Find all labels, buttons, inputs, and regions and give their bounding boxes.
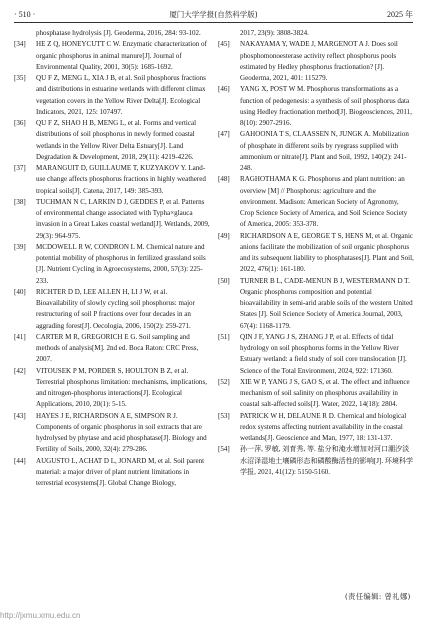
reference-text: QIN J F, YANG J S, ZHANG J P, et al. Effects of tidal hydrology on soil phosphorus forms in the Yellow River Estuary wetland: a field study of soil core translocation [J]. Science of the Total Environment, 2024, 922: 171360. xyxy=(240,332,407,375)
reference-number: [36] xyxy=(14,119,26,127)
page-number: · 510 · xyxy=(14,10,36,19)
reference-number: [54] xyxy=(218,445,230,454)
reference-number: [49] xyxy=(218,231,230,240)
editor-note: (责任编辑: 曾礼娜) xyxy=(344,592,411,601)
reference-entry xyxy=(14,28,210,39)
reference-entry xyxy=(218,276,414,332)
reference-number: [48] xyxy=(218,175,230,184)
reference-number: [44] xyxy=(14,456,26,465)
reference-number: [41] xyxy=(14,332,26,341)
reference-text: 2017, 23(9): 3808-3824. xyxy=(240,29,309,37)
reference-entry xyxy=(14,163,210,197)
reference-text: RICHTER D D, LEE ALLEN H, LI J W, et al. Bioavailability of slowly cycling soil phosphorus: major restructuring of soil P fractions over four decades in an aggrading forest[J]. Oecologia, 2006, 150(2): 259-271. xyxy=(36,287,195,330)
reference-number: [46] xyxy=(218,85,230,94)
reference-text: phosphatase hydrolysis [J]. Geoderma, 2016, 284: 93-102. xyxy=(36,29,201,37)
header-rule xyxy=(14,22,413,23)
reference-number: [40] xyxy=(14,287,26,296)
reference-entry xyxy=(218,444,414,478)
reference-entry xyxy=(218,84,414,129)
reference-text: AUGUSTO L, ACHAT D L, JONARD M, et al. Soil parent material: a major driver of plant nutrient limitations in terrestrial ecosystems[J]. Global Change Biology, xyxy=(36,456,205,487)
reference-text: HE Z Q, HONEYCUTT C W. Enzymatic characterization of organic phosphorus in animal manure[J]. Journal of Environmental Quality, 2001, 30(5): 1685-1692. xyxy=(36,40,207,71)
reference-entry xyxy=(14,197,210,242)
reference-entry xyxy=(218,377,414,411)
reference-number: [51] xyxy=(218,332,230,341)
reference-entry xyxy=(14,39,210,73)
reference-column-right xyxy=(218,28,414,478)
reference-number: [43] xyxy=(14,411,26,420)
reference-number: [39] xyxy=(14,242,26,251)
publication-year: 2025 年 xyxy=(387,10,413,19)
reference-text: 孙一萍, 罗敏, 刘育秀, 等. 盐分和淹水增加对河口潮汐淡水沼泽湿地土壤磷形态和磷酸酶活性的影响[J]. 环境科学学报, 2021, 41(12): 5150-5160. xyxy=(240,445,414,476)
reference-entry xyxy=(218,231,414,276)
reference-entry xyxy=(14,366,210,411)
reference-text: CARTER M R, GREGORICH E G. Soil sampling and methods of analysis[M]. 2nd ed. Boca Raton: CRC Press, 2007. xyxy=(36,332,199,364)
reference-entry xyxy=(14,411,210,456)
reference-entry xyxy=(218,39,414,84)
journal-title: 厦门大学学报(自然科学版) xyxy=(169,10,258,19)
reference-text: TUCHMAN N C, LARKIN D J, GEDDES P, et al. Patterns of environmental change associated with Typha×glauca invasion in a Great Lakes coastal wetland[J]. Wetlands, 2009, 29(3): 964-975. xyxy=(36,197,210,240)
reference-text: HAYES J E, RICHARDSON A E, SIMPSON R J. Components of organic phosphorus in soil extracts that are hydrolysed by phytase and acid phosphatase[J]. Biology and Fertility of Soils, 2000, 32(4): 279-286. xyxy=(36,411,207,454)
reference-number: [52] xyxy=(218,377,230,386)
reference-text: XIE W P, YANG J S, GAO S, et al. The effect and influence mechanism of soil salinity on phosphorus availability in coastal salt-affected soils[J]. Water, 2022, 14(18): 2804. xyxy=(240,377,410,409)
page-header xyxy=(14,9,413,21)
reference-entry xyxy=(14,287,210,332)
reference-text: QU F Z, MENG L, XIA J B, et al. Soil phosphorus fractions and distributions in estuarine wetlands with different climax vegetation covers in the Yellow River Delta[J]. Ecological Indicators, 2021, 125: 107497. xyxy=(36,74,206,116)
reference-text: TURNER B L, CADE-MENUN B J, WESTERMANN D T. Organic phosphorus composition and potential bioavailability in semi-arid arable soils of the western United States [J]. Soil Science Society of America Journal, 2003, 67(4): 1168-1179. xyxy=(240,276,413,330)
reference-entry xyxy=(218,28,414,39)
reference-text: PATRICK W H, DELAUNE R D. Chemical and biological redox systems affecting nutrient availability in the coastal wetlands[J]. Geoscience and Man, 1977, 18: 131-137. xyxy=(240,411,407,442)
reference-text: VITOUSEK P M, PORDER S, HOULTON B Z, et al. Terrestrial phosphorus limitation: mechanisms, implications, and nitrogen-phosphorus interactions[J]. Ecological Applications, 2010, 20(1): 5-15. xyxy=(36,366,207,409)
reference-number: [45] xyxy=(218,40,230,49)
reference-number: [47] xyxy=(218,130,230,139)
reference-text: MCDOWELL R W, CONDRON L M. Chemical nature and potential mobility of phosphorus in fertilized grassland soils [J]. Nutrient Cycling in Agroecosystems, 2000, 57(3): 225-233. xyxy=(36,242,206,285)
reference-text: RICHARDSON A E, GEORGE T S, HENS M, et al. Organic anions facilitate the mobilization of soil organic phosphorus and its subsequent liability to phosphatases[J]. Plant and Soil, 2022, 476(1): 161-180. xyxy=(240,231,414,274)
reference-entry xyxy=(218,411,414,445)
reference-column-left xyxy=(14,28,210,489)
reference-number: [37] xyxy=(14,164,26,172)
website-watermark: http://jxmu.xmu.edu.cn xyxy=(0,611,81,620)
reference-entry xyxy=(218,332,414,377)
reference-number: [50] xyxy=(218,276,230,285)
reference-text: GAHOONIA T S, CLAASSEN N, JUNGK A. Mobilization of phosphate in different soils by ryegrass supplied with ammonium or nitrate[J]. Plant and Soil, 1992, 140(2): 241-248. xyxy=(240,130,409,172)
reference-number: [35] xyxy=(14,74,26,82)
reference-entry xyxy=(14,73,210,118)
reference-number: [42] xyxy=(14,366,26,375)
reference-entry xyxy=(14,332,210,366)
reference-text: RAGHOTHAMA K G. Phosphorus and plant nutrition: an overview [M] // Phosphorus: agriculture and the environment. Madison: American Society of Agronomy, Crop Science Society of America, and Soil Science Society of America, 2005: 353-378. xyxy=(240,175,408,229)
reference-number: [53] xyxy=(218,411,230,420)
reference-text: MARANGUIT D, GUILLAUME T, KUZYAKOV Y. Land-use change affects phosphorus fractions in highly weathered tropical soils[J]. Catena, 2017, 149: 385-393. xyxy=(36,164,206,195)
reference-entry xyxy=(14,242,210,287)
reference-text: YANG X, POST W M. Phosphorus transformations as a function of pedogenesis: a synthesis of soil phosphorus data using Hedley fractionation method[J]. Biogeosciences, 2011, 8(10): 2907-2916. xyxy=(240,85,412,127)
reference-entry xyxy=(14,118,210,163)
reference-entry xyxy=(14,456,210,490)
reference-entry xyxy=(218,129,414,174)
reference-text: QU F Z, SHAO H B, MENG L, et al. Forms and vertical distributions of soil phosphorus in newly formed coastal wetlands in the Yellow River Delta Estuary[J]. Land Degradation & Development, 2018, 29(11): 4219-4226. xyxy=(36,119,197,161)
reference-number: [38] xyxy=(14,197,26,206)
reference-entry xyxy=(218,174,414,230)
reference-number: [34] xyxy=(14,40,26,49)
reference-text: NAKAYAMA Y, WADE J, MARGENOT A J. Does soil phosphomonoesterase activity reflect phosphorus pools estimated by Hedley phosphorus fractionation? [J]. Geoderma, 2021, 401: 115279. xyxy=(240,40,398,82)
